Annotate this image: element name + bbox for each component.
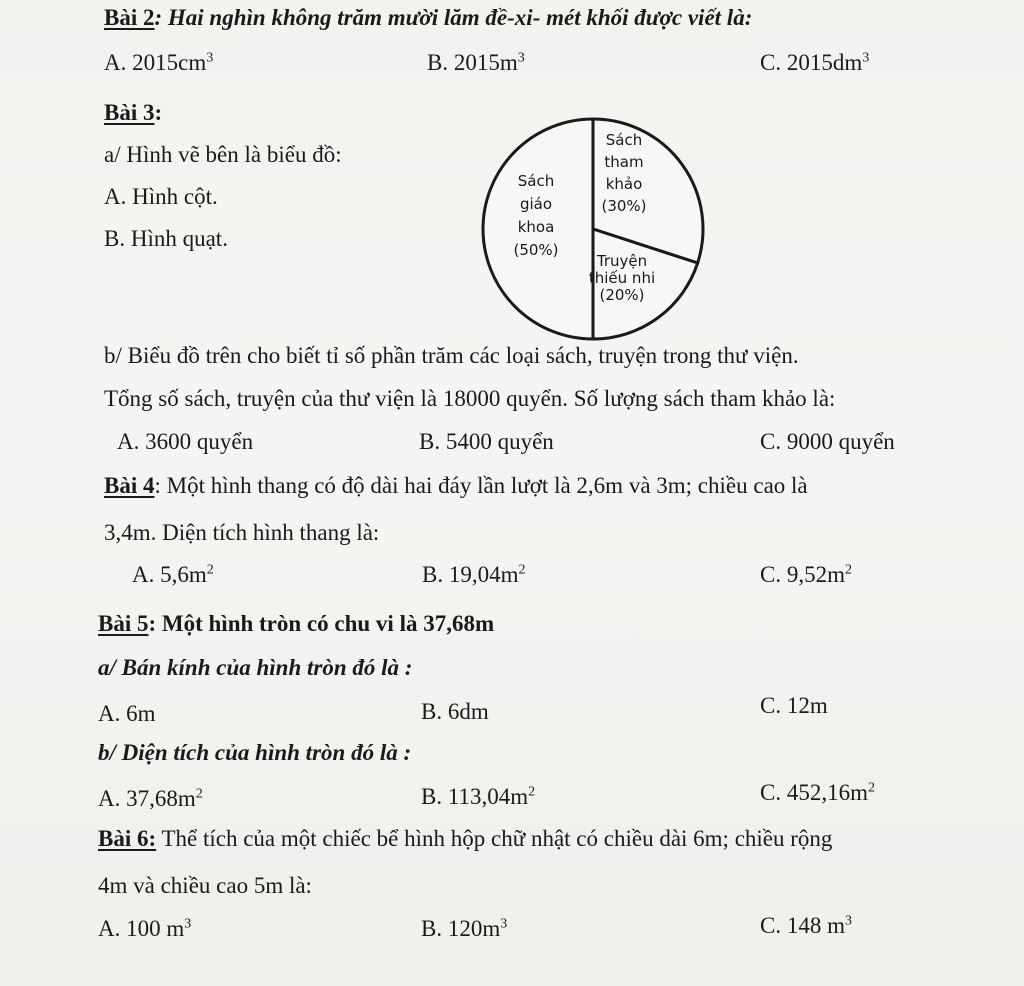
pie-slice-label-line: giáo — [519, 195, 553, 213]
bai3-colon: : — [154, 100, 163, 125]
option-value: 2015m — [453, 50, 518, 75]
bai2-question: : Hai nghìn không trăm mười lăm đề-xi- mét khối được viết là: — [154, 5, 753, 30]
bai6-question-line2: 4m và chiều cao 5m là: — [98, 873, 312, 898]
option-exponent: 3 — [844, 913, 852, 929]
option-letter: A. — [98, 916, 121, 941]
bai6-option-a — [98, 917, 191, 940]
option-exponent: 2 — [195, 786, 203, 802]
bai4-question-line1: : Một hình thang có độ dài hai đáy lần lượt là 2,6m và 3m; chiều cao là — [154, 473, 808, 498]
bai6-question-line1: Thể tích của một chiếc bể hình hộp chữ nhật có chiều dài 6m; chiều rộng — [156, 826, 833, 851]
bai5-question: : Một hình tròn có chu vi là 37,68m — [148, 611, 495, 636]
option-value: 5,6m — [160, 562, 207, 587]
option-letter: C. — [760, 562, 782, 587]
pie-chart — [478, 114, 708, 344]
option-value: 148 m — [786, 913, 845, 938]
bai3-label: Bài 3 — [104, 100, 155, 125]
bai3-part-b-line2: Tổng số sách, truyện của thư viện là 18000 quyển. Số lượng sách tham khảo là: — [104, 386, 836, 411]
bai5-option-b — [421, 700, 489, 723]
option-exponent: 2 — [867, 780, 875, 796]
option-letter: A. — [132, 562, 155, 587]
option-letter: A. — [98, 701, 121, 726]
pie-slice-label-line: Truyện — [596, 252, 648, 270]
pie-slice-label-line: khảo — [605, 175, 643, 193]
option-exponent: 2 — [206, 562, 214, 578]
pie-slice-label-line: Sách — [605, 131, 643, 149]
bai2-label: Bài 2 — [104, 5, 155, 30]
option-letter: B. — [421, 699, 443, 724]
option-value: 100 m — [126, 916, 185, 941]
bai3-b-option-c — [760, 430, 895, 453]
bai3-part-a: a/ Hình vẽ bên là biểu đồ: — [104, 142, 342, 167]
option-value: 3600 quyển — [145, 429, 254, 454]
bai2-option-c — [760, 51, 869, 74]
option-letter: A. — [104, 50, 127, 75]
option-value: Hình cột. — [132, 184, 218, 209]
option-letter: B. — [422, 562, 444, 587]
option-value: 9,52m — [786, 562, 845, 587]
bai4-option-b — [422, 563, 525, 586]
bai3-option-b — [104, 227, 228, 250]
option-letter: B. — [419, 429, 441, 454]
bai4-option-a — [132, 563, 214, 586]
option-value: 113,04m — [447, 784, 529, 809]
bai5-part-b: b/ Diện tích của hình tròn đó là : — [98, 740, 412, 765]
option-exponent: 3 — [206, 50, 214, 66]
pie-slice-label-line: khoa — [517, 218, 555, 236]
option-letter: A. — [104, 184, 127, 209]
option-letter: B. — [104, 226, 126, 251]
option-value: 452,16m — [786, 780, 868, 805]
bai6-label: Bài 6: — [98, 826, 157, 851]
bai5-b-option-a — [98, 787, 203, 810]
bai5-label: Bài 5 — [98, 611, 149, 636]
option-letter: C. — [760, 50, 782, 75]
option-letter: B. — [427, 50, 449, 75]
option-exponent: 2 — [844, 562, 852, 578]
pie-slice-label-line: (50%) — [513, 241, 559, 259]
bai4-heading — [104, 474, 808, 497]
bai6-heading — [98, 827, 832, 850]
bai3-b-option-a — [117, 430, 253, 453]
pie-slice-label-line: thiếu nhi — [588, 269, 656, 287]
bai3-b-option-b — [419, 430, 554, 453]
option-value: 5400 quyển — [445, 429, 554, 454]
bai5-option-a — [98, 702, 156, 725]
bai5-heading — [98, 612, 494, 635]
option-value: Hình quạt. — [130, 226, 228, 251]
option-letter: C. — [760, 780, 782, 805]
option-exponent: 3 — [862, 50, 870, 66]
option-value: 2015dm — [786, 50, 863, 75]
option-letter: C. — [760, 913, 782, 938]
bai3-heading — [104, 101, 162, 124]
option-letter: B. — [421, 784, 443, 809]
option-value: 19,04m — [448, 562, 519, 587]
option-exponent: 2 — [528, 784, 536, 800]
option-exponent: 2 — [518, 562, 526, 578]
bai2-option-a — [104, 51, 213, 74]
option-value: 37,68m — [126, 786, 196, 811]
option-value: 9000 quyển — [786, 429, 895, 454]
pie-slice-label-line: tham — [604, 153, 644, 171]
option-value: 6m — [126, 701, 156, 726]
option-letter: A. — [117, 429, 140, 454]
bai6-option-c — [760, 914, 852, 937]
bai6-option-b — [421, 917, 507, 940]
bai2-option-b — [427, 51, 525, 74]
bai5-b-option-b — [421, 785, 535, 808]
bai5-option-c — [760, 694, 828, 717]
bai2-heading — [104, 6, 752, 29]
option-letter: B. — [421, 916, 443, 941]
option-value: 120m — [447, 916, 501, 941]
bai5-b-option-c — [760, 781, 875, 804]
option-value: 6dm — [447, 699, 489, 724]
pie-slice-label-line: (30%) — [601, 197, 647, 215]
bai3-option-a — [104, 185, 218, 208]
option-exponent: 3 — [184, 916, 192, 932]
bai3-part-b-line1: b/ Biểu đồ trên cho biết tỉ số phần trăm các loại sách, truyện trong thư viện. — [104, 343, 799, 368]
option-letter: A. — [98, 786, 121, 811]
bai4-option-c — [760, 563, 852, 586]
bai4-label: Bài 4 — [104, 473, 155, 498]
pie-slice-label-line: Sách — [517, 172, 555, 190]
option-letter: C. — [760, 429, 782, 454]
option-value: 12m — [786, 693, 828, 718]
option-letter: C. — [760, 693, 782, 718]
bai5-part-a: a/ Bán kính của hình tròn đó là : — [98, 655, 413, 680]
option-value: 2015cm — [132, 50, 207, 75]
option-exponent: 3 — [517, 50, 525, 66]
pie-slice-label-line: (20%) — [599, 286, 645, 304]
option-exponent: 3 — [500, 916, 508, 932]
bai4-question-line2: 3,4m. Diện tích hình thang là: — [104, 520, 380, 545]
